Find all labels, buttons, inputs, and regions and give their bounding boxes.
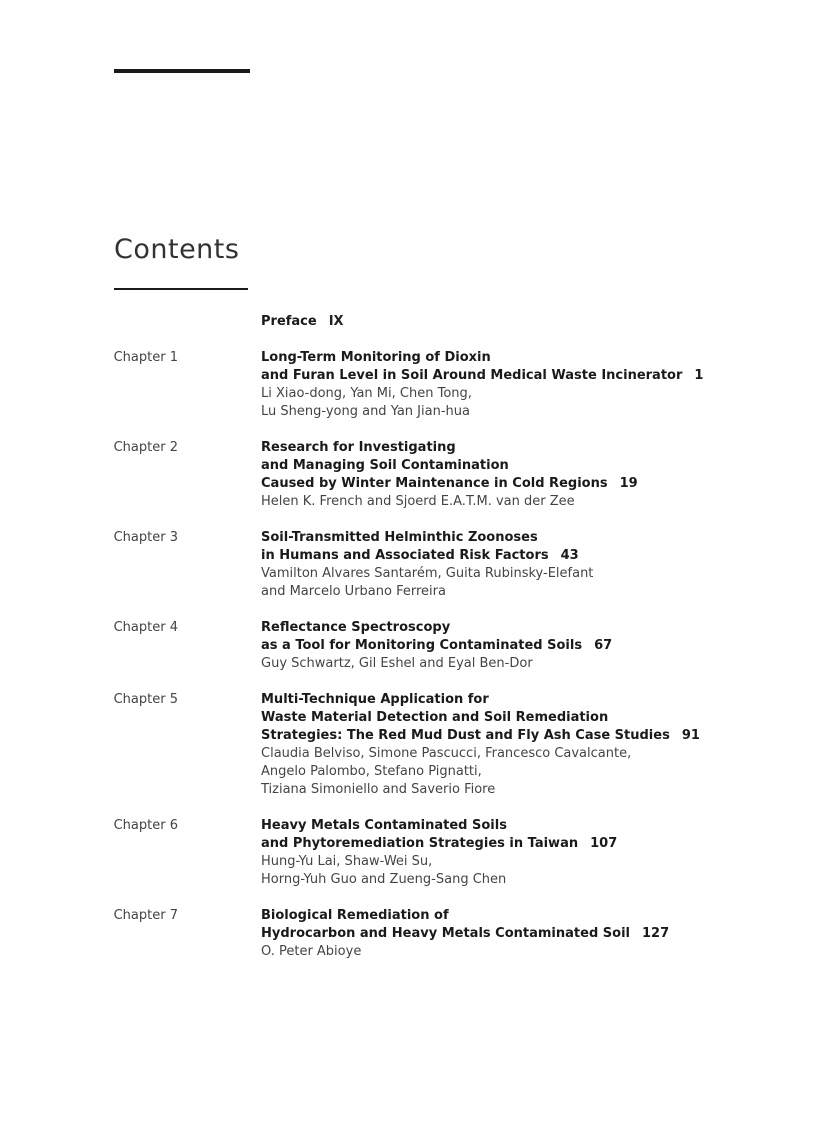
toc-entry-chapter-7[interactable] — [0, 907, 816, 961]
chapter-authors — [261, 655, 801, 673]
page-title: Contents — [114, 234, 240, 265]
chapter-title — [261, 691, 801, 745]
chapter-title-line: Reflectance Spectroscopy — [261, 620, 451, 635]
toc-entry-chapter-3[interactable] — [0, 529, 816, 601]
preface-page: IX — [328, 314, 344, 329]
chapter-label: Chapter 2 — [113, 440, 178, 455]
chapter-author-line: Angelo Palombo, Stefano Pignatti, — [261, 764, 482, 779]
chapter-authors — [261, 853, 801, 889]
chapter-page-number: 91 — [681, 728, 700, 743]
toc-entry-preface[interactable] — [0, 313, 816, 331]
chapter-title-line: and Phytoremediation Strategies in Taiwan — [261, 836, 579, 851]
chapter-title-line: and Managing Soil Contamination — [261, 458, 509, 473]
top-rule — [114, 69, 250, 73]
chapter-author-line: Guy Schwartz, Gil Eshel and Eyal Ben-Dor — [261, 656, 533, 671]
toc-entry-chapter-4[interactable] — [0, 619, 816, 673]
toc-entry-chapter-2[interactable] — [0, 439, 816, 511]
chapter-title-line: Caused by Winter Maintenance in Cold Regions — [261, 476, 608, 491]
chapter-label: Chapter 1 — [113, 350, 178, 365]
chapter-author-line: Li Xiao-dong, Yan Mi, Chen Tong, — [261, 386, 472, 401]
chapter-title-line: Biological Remediation of — [261, 908, 449, 923]
chapter-authors — [261, 385, 801, 421]
chapter-author-line: Claudia Belviso, Simone Pascucci, Francesco Cavalcante, — [261, 746, 632, 761]
toc-entry-chapter-6[interactable] — [0, 817, 816, 889]
chapter-author-line: Hung-Yu Lai, Shaw-Wei Su, — [261, 854, 433, 869]
chapter-page-number: 1 — [694, 368, 704, 383]
chapter-title-line: Multi-Technique Application for — [261, 692, 489, 707]
preface-label: Preface — [261, 314, 317, 329]
chapter-title-line: Hydrocarbon and Heavy Metals Contaminated Soil — [261, 926, 630, 941]
chapter-title — [261, 529, 801, 565]
chapter-author-line: and Marcelo Urbano Ferreira — [261, 584, 446, 599]
chapter-page-number: 19 — [619, 476, 638, 491]
chapter-authors — [261, 565, 801, 601]
chapter-label: Chapter 6 — [113, 818, 178, 833]
chapter-author-line: Lu Sheng-yong and Yan Jian-hua — [261, 404, 470, 419]
chapter-title-line: Waste Material Detection and Soil Remediation — [261, 710, 609, 725]
chapter-authors — [261, 745, 801, 799]
chapter-authors — [261, 493, 801, 511]
chapter-title-line: Soil-Transmitted Helminthic Zoonoses — [261, 530, 538, 545]
chapter-title-line: in Humans and Associated Risk Factors — [261, 548, 549, 563]
chapter-author-line: Helen K. French and Sjoerd E.A.T.M. van der Zee — [261, 494, 575, 509]
chapter-page-number: 127 — [641, 926, 670, 941]
chapter-label: Chapter 3 — [113, 530, 178, 545]
table-of-contents — [0, 313, 816, 979]
chapter-title — [261, 349, 801, 385]
chapter-title — [261, 439, 801, 493]
chapter-title-line: as a Tool for Monitoring Contaminated Soils — [261, 638, 583, 653]
chapter-author-line: Tiziana Simoniello and Saverio Fiore — [261, 782, 496, 797]
chapter-page-number: 107 — [590, 836, 618, 851]
chapter-title — [261, 817, 801, 853]
heading-rule — [114, 288, 248, 290]
chapter-title — [261, 907, 801, 943]
chapter-title-line: Research for Investigating — [261, 440, 456, 455]
toc-entry-chapter-5[interactable] — [0, 691, 816, 799]
chapter-title-line: Heavy Metals Contaminated Soils — [261, 818, 507, 833]
toc-entry-chapter-1[interactable] — [0, 349, 816, 421]
chapter-page-number: 67 — [594, 638, 613, 653]
chapter-title-line: Long-Term Monitoring of Dioxin — [261, 350, 491, 365]
chapter-authors — [261, 943, 801, 961]
chapter-author-line: Horng-Yuh Guo and Zueng-Sang Chen — [261, 872, 507, 887]
chapter-title — [261, 619, 801, 655]
chapter-label: Chapter 5 — [113, 692, 178, 707]
chapter-label: Chapter 7 — [113, 908, 178, 923]
chapter-author-line: O. Peter Abioye — [261, 944, 362, 959]
chapter-label: Chapter 4 — [113, 620, 178, 635]
chapter-page-number: 43 — [560, 548, 579, 563]
chapter-author-line: Vamilton Alvares Santarém, Guita Rubinsky-Elefant — [261, 566, 594, 581]
chapter-title-line: Strategies: The Red Mud Dust and Fly Ash Case Studies — [261, 728, 670, 743]
chapter-title-line: and Furan Level in Soil Around Medical Waste Incinerator — [261, 368, 683, 383]
